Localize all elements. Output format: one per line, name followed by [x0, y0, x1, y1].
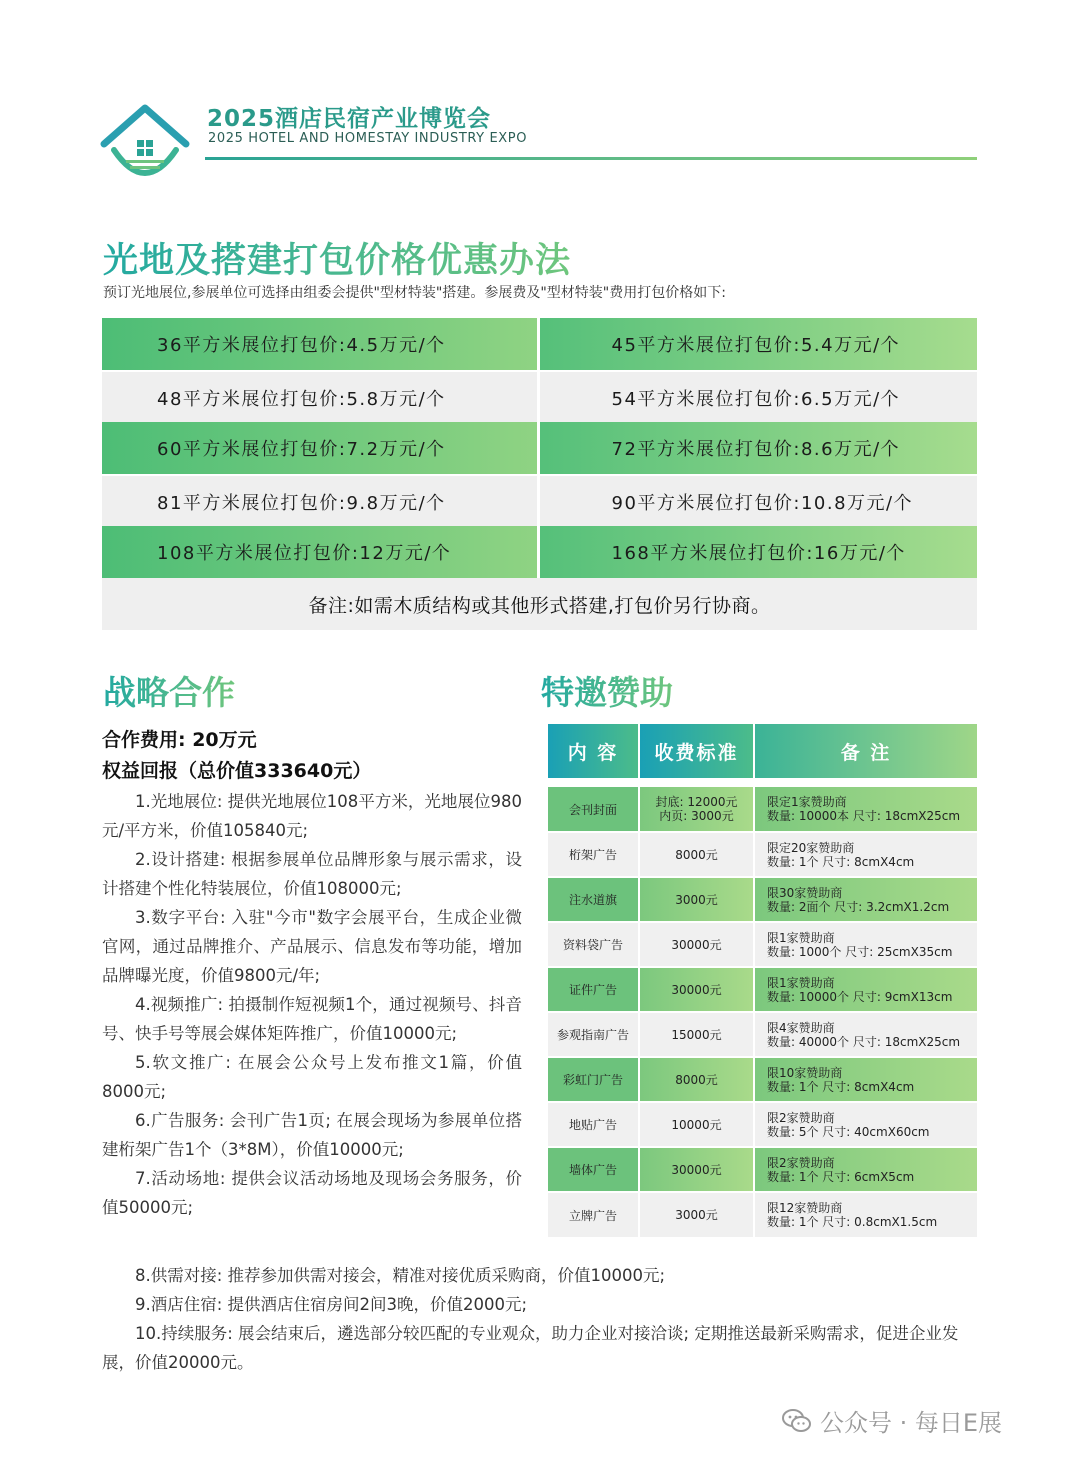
fee-line-1: 封底: 12000元 — [655, 795, 738, 809]
note-line-1: 限1家赞助商 — [767, 975, 835, 990]
sponsor-item: 资料袋广告 — [548, 922, 639, 967]
benefit-item: 4.视频推广: 拍摄制作短视频1个，通过视频号、抖音号、快手号等展会媒体矩阵推广，价值10000元; — [102, 995, 522, 1043]
watermark — [782, 1403, 1002, 1438]
price-cell: 108平方米展位打包价:12万元/个 — [102, 526, 540, 578]
price-grid — [102, 318, 977, 630]
sponsor-fee: 30000元 — [639, 1147, 754, 1192]
header-divider — [205, 157, 977, 160]
note-line-1: 限12家赞助商 — [767, 1201, 843, 1215]
header-note: 备 注 — [754, 724, 977, 778]
benefit-item: 6.广告服务: 会刊广告1页; 在展会现场为参展单位搭建桁架广告1个（3*8M），价值10000元; — [102, 1111, 522, 1159]
note-line-1: 限10家赞助商 — [767, 1065, 843, 1080]
sponsor-note — [754, 877, 977, 922]
sponsor-note — [754, 832, 977, 877]
sponsor-item: 会刊封面 — [548, 786, 639, 832]
note-line-2: 数量: 40000个 尺寸: 18cmX25cm — [767, 1034, 961, 1049]
table-row — [548, 1147, 977, 1192]
price-cell: 45平方米展位打包价:5.4万元/个 — [540, 318, 978, 370]
watermark-text: 公众号 · 每日E展 — [820, 1409, 1003, 1437]
price-cell: 72平方米展位打包价:8.6万元/个 — [540, 422, 978, 474]
sponsor-item: 参观指南广告 — [548, 1012, 639, 1057]
note-line-1: 限定20家赞助商 — [767, 840, 855, 855]
table-row — [548, 967, 977, 1012]
table-spacer — [548, 778, 977, 786]
header-fee: 收费标准 — [639, 724, 754, 778]
sponsor-fee: 15000元 — [639, 1012, 754, 1057]
benefit-list-wide — [102, 1261, 977, 1377]
note-line-2: 数量: 1个 尺寸: 6cmX5cm — [767, 1169, 915, 1184]
benefit-item: 3.数字平台: 入驻"今市"数字会展平台，生成企业微官网，通过品牌推介、产品展示、信息发布等功能，增加品牌曝光度，价值9800元/年; — [102, 908, 522, 985]
note-line-1: 限1家赞助商 — [767, 930, 835, 945]
spacer-cell — [548, 778, 977, 786]
price-cell: 54平方米展位打包价:6.5万元/个 — [540, 372, 978, 424]
benefit-heading: 权益回报（总价值333640元） — [102, 760, 372, 782]
sponsor-fee: 3000元 — [639, 877, 754, 922]
note-line-2: 数量: 1个 尺寸: 8cmX4cm — [767, 1079, 915, 1094]
benefit-item: 9.酒店住宿: 提供酒店住宿房间2间3晚，价值2000元; — [135, 1295, 528, 1314]
sponsor-section-title: 特邀赞助 — [541, 667, 673, 714]
sponsor-fee — [639, 786, 754, 832]
sponsor-table-header — [548, 724, 977, 778]
sponsor-fee: 3000元 — [639, 1192, 754, 1237]
benefit-item: 1.光地展位: 提供光地展位108平方米，光地展位980元/平方米，价值105840元; — [102, 792, 522, 840]
benefit-item: 10.持续服务: 展会结束后，遴选部分较匹配的专业观众，助力企业对接洽谈; 定期推送最新采购需求，促进企业发展，价值20000元。 — [102, 1324, 959, 1372]
expo-subtitle: 2025 HOTEL AND HOMESTAY INDUSTRY EXPO — [208, 131, 528, 146]
note-line-2: 数量: 1000个 尺寸: 25cmX35cm — [767, 944, 953, 959]
price-cell: 60平方米展位打包价:7.2万元/个 — [102, 422, 540, 474]
sponsor-item: 证件广告 — [548, 967, 639, 1012]
sponsor-item: 桁架广告 — [548, 832, 639, 877]
table-row — [548, 1192, 977, 1237]
note-line-2: 数量: 10000本 尺寸: 18cmX25cm — [767, 809, 961, 823]
price-cell: 48平方米展位打包价:5.8万元/个 — [102, 372, 540, 424]
sponsor-note — [754, 786, 977, 832]
table-row — [548, 922, 977, 967]
price-cell: 90平方米展位打包价:10.8万元/个 — [540, 476, 978, 528]
table-row — [548, 1057, 977, 1102]
sponsor-note — [754, 1192, 977, 1237]
note-line-2: 数量: 5个 尺寸: 40cmX60cm — [767, 1124, 930, 1139]
price-row — [102, 474, 977, 526]
sponsor-item: 立牌广告 — [548, 1192, 639, 1237]
benefit-item: 7.活动场地: 提供会议活动场地及现场会务服务，价值50000元; — [102, 1169, 522, 1217]
sponsor-table — [548, 724, 977, 1237]
benefit-item: 8.供需对接: 推荐参加供需对接会，精准对接优质采购商，价值10000元; — [135, 1266, 666, 1285]
benefit-item: 5.软文推广: 在展会公众号上发布推文1篇，价值8000元; — [102, 1053, 522, 1101]
table-row — [548, 877, 977, 922]
sponsor-note — [754, 967, 977, 1012]
header-content: 内 容 — [548, 724, 639, 778]
package-section-title: 光地及搭建打包价格优惠办法 — [103, 233, 571, 283]
price-cell: 168平方米展位打包价:16万元/个 — [540, 526, 978, 578]
sponsor-item: 注水道旗 — [548, 877, 639, 922]
note-line-1: 限2家赞助商 — [767, 1155, 835, 1170]
table-row — [548, 786, 977, 832]
expo-title: 2025酒店民宿产业博览会 — [207, 106, 492, 132]
fee-line-2: 内页: 3000元 — [659, 809, 734, 823]
wechat-icon — [782, 1408, 812, 1434]
cooperation-fee: 合作费用: 20万元 — [102, 729, 257, 751]
note-line-2: 数量: 2面个 尺寸: 3.2cmX1.2cm — [767, 899, 950, 914]
price-row — [102, 370, 977, 422]
sponsor-fee: 8000元 — [639, 1057, 754, 1102]
sponsor-fee: 30000元 — [639, 922, 754, 967]
benefit-item: 2.设计搭建: 根据参展单位品牌形象与展示需求，设计搭建个性化特装展位，价值108000元; — [102, 850, 522, 898]
sponsor-item: 地贴广告 — [548, 1102, 639, 1147]
price-row — [102, 422, 977, 474]
sponsor-fee: 8000元 — [639, 832, 754, 877]
price-row — [102, 526, 977, 578]
table-row — [548, 832, 977, 877]
note-line-1: 限4家赞助商 — [767, 1020, 835, 1035]
benefit-list — [102, 787, 522, 1222]
expo-logo — [100, 100, 190, 190]
sponsor-item: 彩虹门广告 — [548, 1057, 639, 1102]
note-line-1: 限定1家赞助商 — [767, 795, 847, 809]
package-intro: 预订光地展位,参展单位可选择由组委会提供"型材特装"搭建。参展费及"型材特装"费用打包价格如下: — [103, 285, 726, 301]
table-row — [548, 1012, 977, 1057]
note-line-1: 限2家赞助商 — [767, 1110, 835, 1125]
note-line-2: 数量: 1个 尺寸: 8cmX4cm — [767, 854, 915, 869]
note-line-2: 数量: 10000个 尺寸: 9cmX13cm — [767, 989, 953, 1004]
note-line-2: 数量: 1个 尺寸: 0.8cmX1.5cm — [767, 1215, 938, 1229]
price-row — [102, 318, 977, 370]
sponsor-fee: 30000元 — [639, 967, 754, 1012]
price-note: 备注:如需木质结构或其他形式搭建,打包价另行协商。 — [102, 578, 977, 630]
note-line-1: 限30家赞助商 — [767, 885, 843, 900]
sponsor-note — [754, 1012, 977, 1057]
sponsor-item: 墙体广告 — [548, 1147, 639, 1192]
price-cell: 81平方米展位打包价:9.8万元/个 — [102, 476, 540, 528]
sponsor-note — [754, 1102, 977, 1147]
strategic-section-title: 战略合作 — [103, 667, 235, 714]
price-cell: 36平方米展位打包价:4.5万元/个 — [102, 318, 540, 370]
table-row — [548, 1102, 977, 1147]
sponsor-fee: 10000元 — [639, 1102, 754, 1147]
sponsor-note — [754, 922, 977, 967]
sponsor-note — [754, 1147, 977, 1192]
sponsor-note — [754, 1057, 977, 1102]
